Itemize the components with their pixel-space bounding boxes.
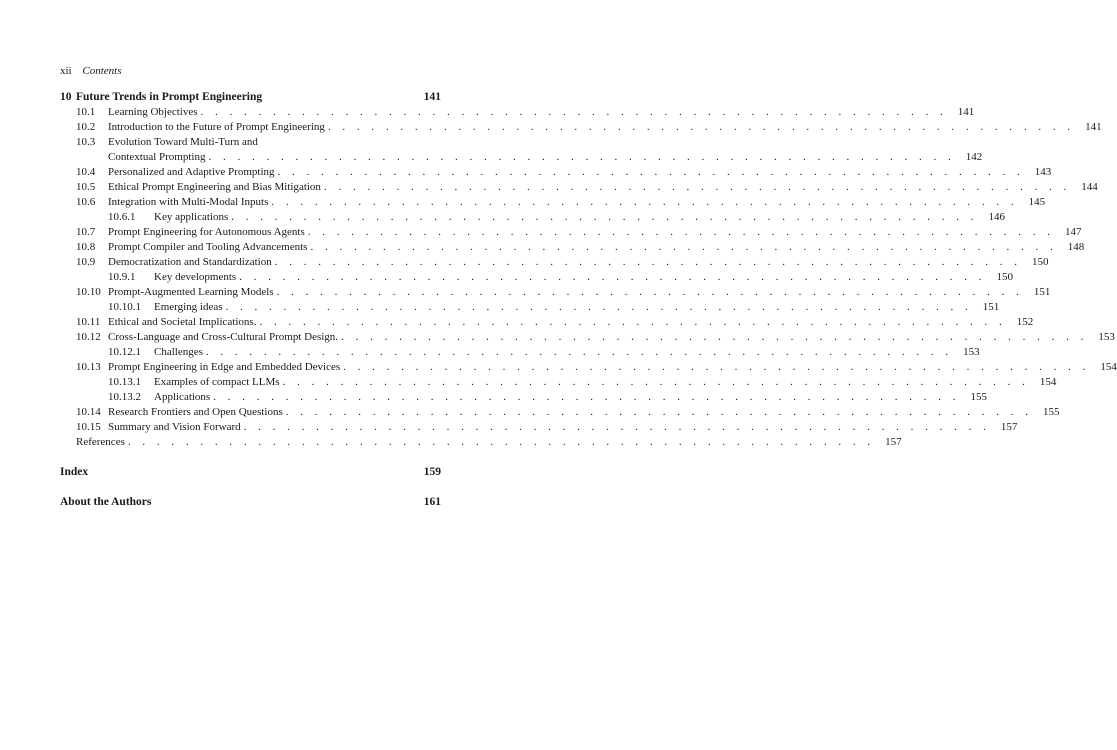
entry-page: 142	[965, 151, 983, 163]
entry-number: 10.1	[76, 106, 96, 118]
entry-number: 10.12	[76, 331, 101, 343]
toc-entry[interactable]	[60, 180, 1098, 195]
entry-page: 157	[1000, 421, 1018, 433]
toc-entry[interactable]	[60, 135, 441, 150]
dot-leader: . . . . . . . . . . . . . . . . . . . . . . . . . . . . . . . . . . . . . . . . . . . . . . . . . . . .	[200, 106, 948, 118]
entry-label: References	[76, 436, 125, 448]
toc-entry[interactable]	[60, 360, 1117, 375]
entry-number: 10.14	[76, 406, 101, 418]
dot-leader: . . . . . . . . . . . . . . . . . . . . . . . . . . . . . . . . . . . . . . . . . . . . . . . . . . . .	[310, 241, 1058, 253]
entry-page: 148	[1067, 241, 1085, 253]
entry-page: 153	[963, 346, 980, 358]
entry-label: Introduction to the Future of Prompt Engineering	[108, 121, 325, 133]
entry-page: 155	[1043, 406, 1060, 418]
toc-entry[interactable]	[60, 225, 1082, 240]
entry-number: 10.9.1	[108, 271, 136, 283]
toc-entry[interactable]	[60, 315, 1034, 330]
dot-leader: . . . . . . . . . . . . . . . . . . . . . . . . . . . . . . . . . . . . . . . . . . . . . . . . . . . .	[271, 196, 1019, 208]
dot-leader: . . . . . . . . . . . . . . . . . . . . . . . . . . . . . . . . . . . . . . . . . . . . . . . . . . . .	[343, 361, 1090, 373]
entry-number: 10.7	[76, 226, 96, 238]
entry-number: 10.13.2	[108, 391, 141, 403]
toc-index-entry[interactable]	[60, 464, 441, 480]
entry-number: 10.9	[76, 256, 96, 268]
toc-entry[interactable]	[60, 285, 1051, 300]
entry-label-continuation: Contextual Prompting	[108, 151, 206, 163]
entry-label: Prompt Engineering for Autonomous Agents	[108, 226, 305, 238]
entry-label: Cross-Language and Cross-Cultural Prompt Design.	[108, 331, 339, 343]
entry-page: 154	[1039, 376, 1057, 388]
entry-label: Evolution Toward Multi-Turn and	[108, 136, 258, 148]
entry-number: 10.4	[76, 166, 96, 178]
toc-entry-continuation[interactable]	[60, 150, 983, 165]
toc-entry[interactable]	[60, 420, 1018, 435]
dot-leader: . . . . . . . . . . . . . . . . . . . . . . . . . . . . . . . . . . . . . . . . . . . . . . . . . . . .	[208, 151, 956, 163]
dot-leader: . . . . . . . . . . . . . . . . . . . . . . . . . . . . . . . . . . . . . . . . . . . . . . . . . . . .	[323, 181, 1071, 193]
toc-entry[interactable]	[60, 195, 1046, 210]
chapter-page: 141	[423, 91, 441, 103]
table-of-contents	[60, 89, 1117, 510]
entry-label: Ethical and Societal Implications.	[108, 316, 257, 328]
entry-number: 10.8	[76, 241, 96, 253]
dot-leader: . . . . . . . . . . . . . . . . . . . . . . . . . . . . . . . . . . . . . . . . . . . . . . . . . . . .	[225, 301, 973, 313]
entry-label: Research Frontiers and Open Questions	[108, 406, 283, 418]
dot-leader: . . . . . . . . . . . . . . . . . . . . . . . . . . . . . . . . . . . . . . . . . . . . . . . . . . . .	[243, 421, 991, 433]
dot-leader: . . . . . . . . . . . . . . . . . . . . . . . . . . . . . . . . . . . . . . . . . . . . . . . . . . . .	[213, 391, 960, 403]
toc-entry[interactable]	[60, 435, 902, 450]
dot-leader: . . . . . . . . . . . . . . . . . . . . . . . . . . . . . . . . . . . . . . . . . . . . . . . . . . . .	[307, 226, 1055, 238]
entry-page: 153	[1098, 331, 1115, 343]
entry-label: Prompt-Augmented Learning Models	[108, 286, 274, 298]
toc-entry[interactable]	[60, 405, 1060, 420]
toc-entry[interactable]	[60, 270, 1013, 285]
entry-label: Personalized and Adaptive Prompting	[108, 166, 275, 178]
entry-page: 154	[1100, 361, 1117, 373]
entry-number: 10.10	[76, 286, 101, 298]
entry-number: 10.13	[76, 361, 101, 373]
entry-label: Applications	[154, 391, 211, 403]
entry-number: 10.15	[76, 421, 101, 433]
toc-entry[interactable]	[60, 165, 1052, 180]
entry-number: 10.13.1	[108, 376, 141, 388]
toc-entry[interactable]	[60, 105, 975, 120]
entry-label: Challenges	[154, 346, 203, 358]
entry-page: 152	[1016, 316, 1034, 328]
entry-number: 10.10.1	[108, 301, 141, 313]
dot-leader: . . . . . . . . . . . . . . . . . . . . . . . . . . . . . . . . . . . . . . . . . . . . . . . . . . . .	[231, 211, 978, 223]
entry-number: 10.3	[76, 136, 96, 148]
toc-entry[interactable]	[60, 345, 980, 360]
entry-number: 10.6	[76, 196, 96, 208]
dot-leader: . . . . . . . . . . . . . . . . . . . . . . . . . . . . . . . . . . . . . . . . . . . . . . . . . . . .	[341, 331, 1088, 343]
entry-label: Prompt Compiler and Tooling Advancements	[108, 241, 308, 253]
entry-page: 150	[996, 271, 1013, 283]
authors-label: About the Authors	[60, 496, 152, 508]
running-title: Contents	[82, 65, 122, 77]
entry-page: 147	[1065, 226, 1082, 238]
entry-page: 157	[885, 436, 902, 448]
entry-page: 145	[1028, 196, 1046, 208]
entry-page: 151	[982, 301, 1000, 313]
entry-number: 10.2	[76, 121, 96, 133]
toc-entry[interactable]	[60, 330, 1115, 345]
index-label: Index	[60, 466, 89, 478]
dot-leader: . . . . . . . . . . . . . . . . . . . . . . . . . . . . . . . . . . . . . . . . . . . . . . . . . . . .	[282, 376, 1030, 388]
entry-label: Ethical Prompt Engineering and Bias Mitigation	[108, 181, 321, 193]
entry-label: Democratization and Standardization	[108, 256, 272, 268]
toc-entry[interactable]	[60, 120, 1102, 135]
entry-label: Key developments	[154, 271, 237, 283]
entry-page: 141	[1085, 121, 1102, 133]
entry-page: 155	[970, 391, 987, 403]
dot-leader: . . . . . . . . . . . . . . . . . . . . . . . . . . . . . . . . . . . . . . . . . . . . . . . . . . . .	[205, 346, 953, 358]
chapter-title: Future Trends in Prompt Engineering	[76, 91, 263, 103]
toc-entry[interactable]	[60, 255, 1049, 270]
entry-label: Key applications	[154, 211, 229, 223]
entry-number: 10.5	[76, 181, 96, 193]
entry-number: 10.12.1	[108, 346, 141, 358]
dot-leader: . . . . . . . . . . . . . . . . . . . . . . . . . . . . . . . . . . . . . . . . . . . . . . . . . . . .	[285, 406, 1033, 418]
entry-label: Learning Objectives	[108, 106, 198, 118]
dot-leader: . . . . . . . . . . . . . . . . . . . . . . . . . . . . . . . . . . . . . . . . . . . . . . . . . . . .	[277, 166, 1025, 178]
entry-label: Summary and Vision Forward	[108, 421, 241, 433]
dot-leader: . . . . . . . . . . . . . . . . . . . . . . . . . . . . . . . . . . . . . . . . . . . . . . . . . . . .	[239, 271, 986, 283]
dot-leader: . . . . . . . . . . . . . . . . . . . . . . . . . . . . . . . . . . . . . . . . . . . . . . . . . . . .	[327, 121, 1075, 133]
entry-page: 143	[1034, 166, 1052, 178]
entry-number: 10.11	[76, 316, 101, 328]
entry-label: Examples of compact LLMs	[154, 376, 280, 388]
entry-page: 141	[957, 106, 975, 118]
entry-label: Prompt Engineering in Edge and Embedded Devices	[108, 361, 341, 373]
toc-authors-entry[interactable]	[60, 494, 441, 510]
entry-page: 150	[1031, 256, 1049, 268]
dot-leader: . . . . . . . . . . . . . . . . . . . . . . . . . . . . . . . . . . . . . . . . . . . . . . . . . . . .	[274, 256, 1022, 268]
running-head	[60, 64, 122, 78]
toc-entry[interactable]	[60, 390, 987, 405]
dot-leader: . . . . . . . . . . . . . . . . . . . . . . . . . . . . . . . . . . . . . . . . . . . . . . . . . . . .	[127, 436, 875, 448]
dot-leader: . . . . . . . . . . . . . . . . . . . . . . . . . . . . . . . . . . . . . . . . . . . . . . . . . . . .	[276, 286, 1024, 298]
index-page: 159	[423, 466, 441, 478]
toc-entry[interactable]	[60, 210, 1005, 225]
dot-leader: . . . . . . . . . . . . . . . . . . . . . . . . . . . . . . . . . . . . . . . . . . . . . . . . . . . .	[259, 316, 1007, 328]
entry-page: 151	[1033, 286, 1051, 298]
toc-entry[interactable]	[60, 375, 1057, 390]
entry-label: Emerging ideas	[154, 301, 223, 313]
entry-label: Integration with Multi-Modal Inputs	[108, 196, 269, 208]
page-folio: xii	[60, 65, 72, 77]
chapter-number: 10	[60, 91, 72, 103]
authors-page: 161	[423, 496, 441, 508]
toc-entry[interactable]	[60, 240, 1085, 255]
toc-entry[interactable]	[60, 300, 1000, 315]
entry-page: 146	[988, 211, 1005, 223]
toc-entries	[60, 105, 1117, 450]
entry-page: 144	[1081, 181, 1098, 193]
entry-number: 10.6.1	[108, 211, 136, 223]
chapter-heading[interactable]	[60, 89, 441, 105]
